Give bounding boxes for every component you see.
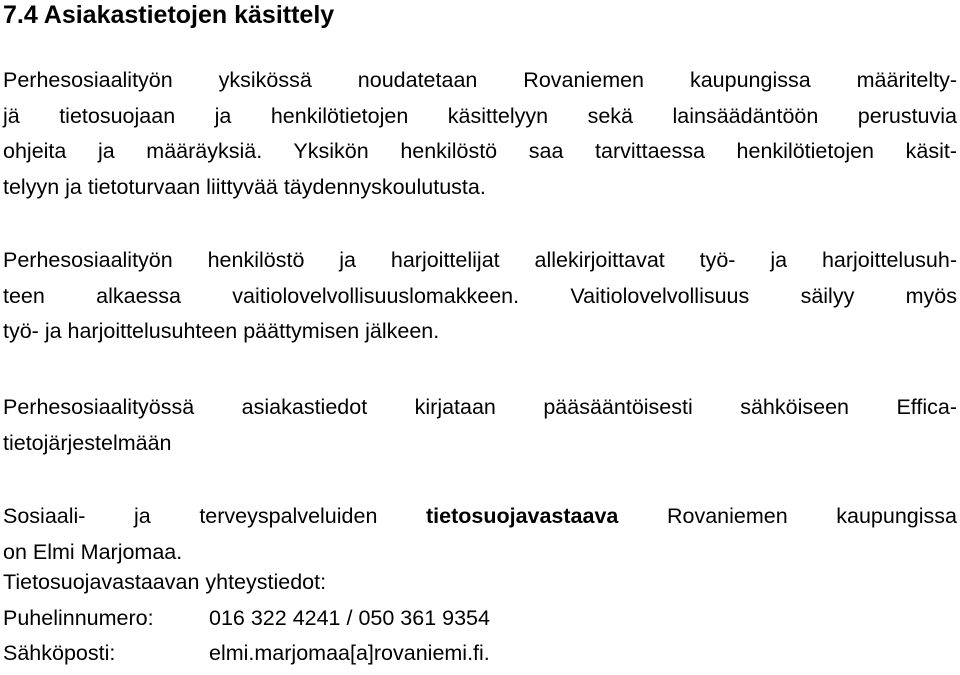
- bold-role-title: tietosuojavastaava: [425, 504, 619, 528]
- paragraph-line: teen alkaessa vaitiolovelvollisuuslomakkeen. Vaitiolovelvollisuus säilyy myös: [3, 283, 957, 308]
- paragraph-line: [3, 499, 957, 535]
- paragraph-line: jä tietosuojaan ja henkilötietojen käsittelyyn sekä lainsäädäntöön perustuvia: [3, 103, 957, 128]
- phone-label: Puhelinnumero:: [3, 606, 154, 630]
- paragraph-line: työ- ja harjoittelusuhteen päättymisen jälkeen.: [3, 319, 440, 343]
- email-label: Sähköposti:: [3, 641, 116, 665]
- paragraph-line: Perhesosiaalityön henkilöstö ja harjoittelijat allekirjoittavat työ- ja harjoittelusuh-: [3, 248, 957, 272]
- paragraph-line: tietojärjestelmään: [3, 430, 172, 455]
- paragraph-line: Perhesosiaalityön yksikössä noudatetaan Rovaniemen kaupungissa määritelty-: [3, 68, 957, 92]
- paragraph-line: telyyn ja tietoturvaan liittyvää täydennyskoulutusta.: [3, 174, 486, 199]
- paragraph-data-protection: [3, 63, 957, 205]
- section-heading: 7.4 Asiakastietojen käsittely: [3, 1, 335, 29]
- email-value: elmi.marjomaa[a]rovaniemi.fi.: [209, 641, 490, 665]
- contact-title-text: Tietosuojavastaavan yhteystiedot:: [3, 570, 327, 594]
- paragraph-data-protection-officer: [3, 499, 957, 570]
- text-after: Rovaniemen kaupungissa: [666, 504, 957, 528]
- contact-email-row: [3, 636, 490, 672]
- paragraph-line: Perhesosiaalityössä asiakastiedot kirjataan pääsääntöisesti sähköiseen Effica-: [3, 395, 957, 419]
- paragraph-line: on Elmi Marjomaa.: [3, 539, 183, 564]
- text-before: Sosiaali- ja terveyspalveluiden: [3, 504, 378, 528]
- paragraph-confidentiality: [3, 243, 957, 350]
- paragraph-line: ohjeita ja määräyksiä. Yksikön henkilöstö saa tarvittaessa henkilötietojen käsit-: [3, 139, 957, 163]
- contact-title: [3, 565, 957, 601]
- contact-phone-row: [3, 601, 490, 637]
- phone-value: 016 322 4241 / 050 361 9354: [209, 606, 490, 630]
- paragraph-records: [3, 390, 957, 461]
